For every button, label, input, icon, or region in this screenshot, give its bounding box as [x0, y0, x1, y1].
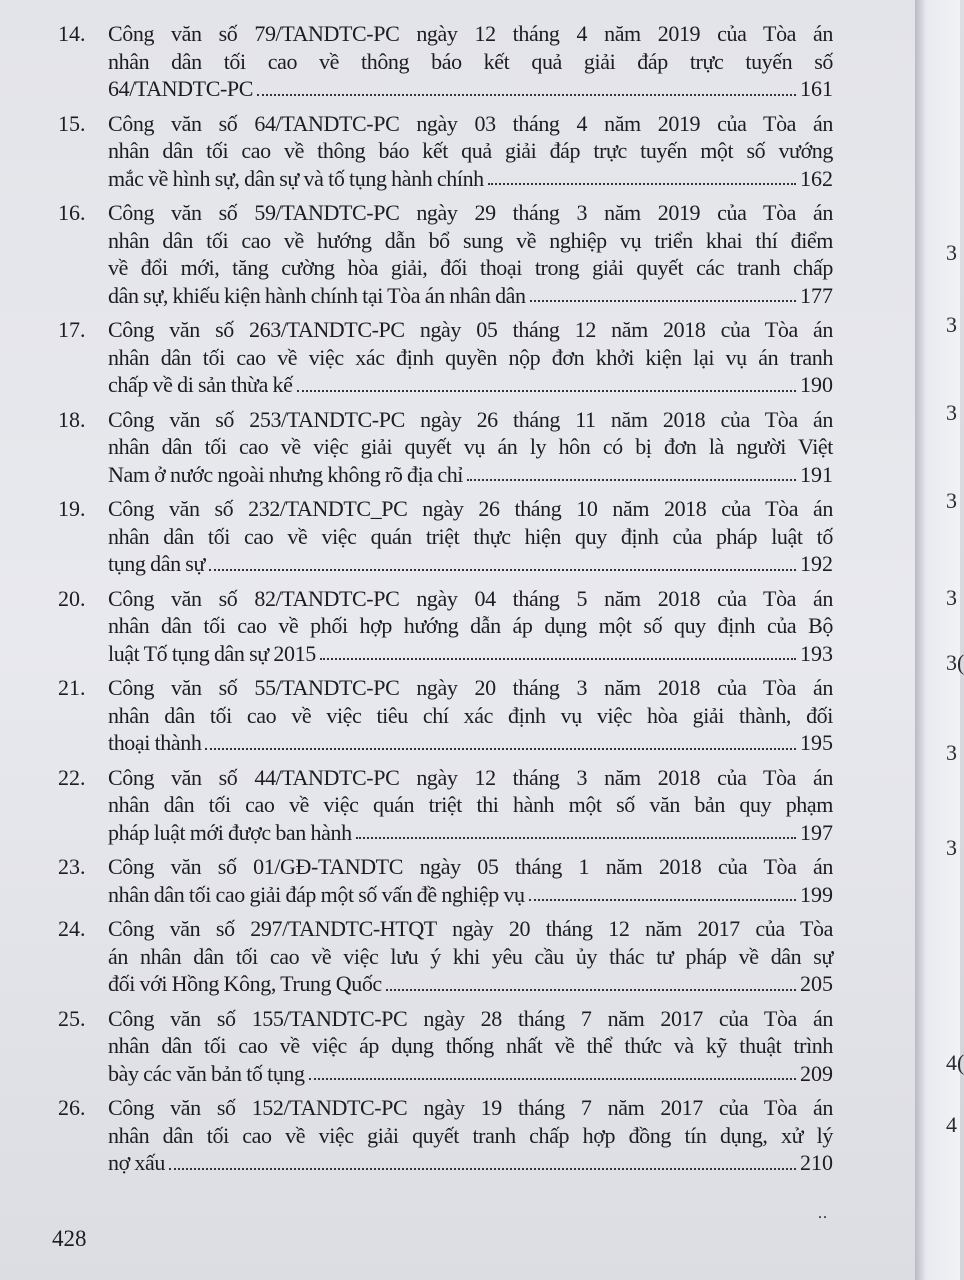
- entry-page-number: 190: [800, 372, 833, 397]
- entry-title-line: thoại thành: [108, 730, 202, 755]
- entry-last-line: [108, 461, 833, 489]
- entry-last-line: [108, 970, 833, 998]
- entry-body: [108, 1094, 833, 1177]
- entry-last-line: [108, 165, 833, 193]
- entry-number: 22.: [58, 764, 86, 790]
- entry-number: 15.: [58, 110, 86, 136]
- entry-last-line: [108, 550, 833, 578]
- dot-leader: [257, 94, 796, 96]
- entry-page-number: 177: [800, 282, 833, 308]
- adjacent-page-fragment: 4: [946, 1112, 957, 1137]
- entry-title-line: luật Tố tụng dân sự 2015: [108, 640, 316, 666]
- entry-body: [108, 1005, 833, 1088]
- entry-last-line: [108, 1060, 833, 1088]
- toc-entry: [58, 110, 833, 193]
- entry-title-line: bày các văn bản tố tụng: [108, 1060, 305, 1086]
- entry-title-line: nhân dân tối cao về phối hợp hướng dẫn áp dụng một số quy định của Bộ: [108, 613, 833, 638]
- entry-last-line: [108, 819, 833, 847]
- entry-body: [108, 495, 833, 578]
- entry-title-line: nhân dân tối cao về việc giải quyết vụ án ly hôn có bị đơn là người Việt: [108, 434, 833, 459]
- entry-page-number: 197: [800, 819, 833, 845]
- entry-title-line: nhân dân tối cao về thông báo kết quả giải đáp trực tuyến một số vướng: [108, 138, 833, 163]
- toc-entry: [58, 853, 833, 908]
- toc-entry: [58, 1094, 833, 1177]
- adjacent-page-fragment: 3: [946, 240, 957, 265]
- entry-title-line: Công văn số 79/TANDTC-PC ngày 12 tháng 4 năm 2019 của Tòa án: [108, 21, 833, 46]
- dot-leader: [386, 989, 796, 991]
- adjacent-page-fragment: 3: [946, 585, 957, 610]
- entry-number: 24.: [58, 916, 86, 941]
- adjacent-page-fragment: 3: [946, 835, 957, 860]
- entry-page-number: 199: [800, 881, 833, 907]
- toc-entry: [58, 674, 833, 757]
- entry-number: 20.: [58, 585, 86, 611]
- entry-title-line: Công văn số 44/TANDTC-PC ngày 12 tháng 3 năm 2018 của Tòa án: [108, 764, 833, 790]
- entry-title-line: Công văn số 64/TANDTC-PC ngày 03 tháng 4 năm 2019 của Tòa án: [108, 110, 833, 136]
- dot-leader: [209, 569, 796, 571]
- entry-title-line: Nam ở nước ngoài nhưng không rõ địa chỉ: [108, 461, 464, 487]
- entry-title-line: Công văn số 253/TANDTC-PC ngày 26 tháng 11 năm 2018 của Tòa án: [108, 406, 833, 432]
- dot-leader: [467, 479, 796, 481]
- entry-number: 26.: [58, 1095, 86, 1120]
- dot-leader: [169, 1168, 796, 1170]
- toc-entry: [58, 495, 833, 578]
- adjacent-page-edge: [915, 0, 960, 1280]
- toc-entry: [58, 915, 833, 998]
- entry-title-line: chấp về di sản thừa kế: [108, 372, 293, 397]
- toc-entry: [58, 20, 833, 103]
- entry-last-line: [108, 1149, 833, 1177]
- entry-title-line: Công văn số 232/TANDTC_PC ngày 26 tháng 10 năm 2018 của Tòa án: [108, 496, 833, 521]
- entry-number: 16.: [58, 200, 86, 225]
- entry-body: [108, 674, 833, 757]
- entry-last-line: [108, 282, 833, 310]
- entry-title-line: nhân dân tối cao về việc tiêu chí xác định vụ việc hòa giải thành, đối: [108, 702, 833, 728]
- entry-number: 21.: [58, 675, 86, 700]
- entry-title-line: nhân dân tối cao về thông báo kết quả giải đáp trực tuyến số: [108, 48, 833, 74]
- entry-page-number: 210: [800, 1150, 833, 1175]
- entry-page-number: 192: [800, 551, 833, 576]
- toc-entry: [58, 1005, 833, 1088]
- toc-entry: [58, 764, 833, 847]
- entry-page-number: 205: [800, 971, 833, 996]
- dot-leader: [488, 183, 796, 185]
- entry-number: 25.: [58, 1005, 86, 1031]
- entry-page-number: 209: [800, 1060, 833, 1086]
- entry-title-line: Công văn số 82/TANDTC-PC ngày 04 tháng 5 năm 2018 của Tòa án: [108, 585, 833, 611]
- entry-page-number: 193: [800, 640, 833, 666]
- entry-title-line: 64/TANDTC-PC: [108, 76, 253, 101]
- dot-leader: [529, 899, 796, 901]
- entry-title-line: Công văn số 01/GĐ-TANDTC ngày 05 tháng 1 năm 2018 của Tòa án: [108, 854, 833, 879]
- dot-leader: [530, 300, 796, 302]
- adjacent-page-fragment: 3(: [946, 650, 964, 675]
- entry-body: [108, 316, 833, 399]
- entry-body: [108, 585, 833, 668]
- stray-mark: ..: [818, 1204, 828, 1222]
- dot-leader: [205, 748, 796, 750]
- entry-title-line: Công văn số 297/TANDTC-HTQT ngày 20 tháng 12 năm 2017 của Tòa: [108, 916, 833, 941]
- adjacent-page-fragment: 3: [946, 312, 957, 337]
- entry-title-line: nhân dân tối cao về việc quán triệt thi hành một số văn bản quy phạm: [108, 792, 833, 817]
- entry-body: [108, 764, 833, 847]
- entry-title-line: mắc về hình sự, dân sự và tố tụng hành chính: [108, 165, 484, 191]
- entry-body: [108, 406, 833, 489]
- entry-title-line: Công văn số 55/TANDTC-PC ngày 20 tháng 3 năm 2018 của Tòa án: [108, 675, 833, 700]
- entry-body: [108, 20, 833, 103]
- dot-leader: [356, 837, 796, 839]
- entry-title-line: Công văn số 59/TANDTC-PC ngày 29 tháng 3 năm 2019 của Tòa án: [108, 200, 833, 225]
- entry-title-line: nhân dân tối cao về hướng dẫn bổ sung về nghiệp vụ triển khai thí điểm: [108, 227, 833, 253]
- entry-page-number: 195: [800, 730, 833, 755]
- entry-page-number: 162: [800, 165, 833, 191]
- entry-title-line: nhân dân tối cao về việc áp dụng thống nhất về thể thức và kỹ thuật trình: [108, 1033, 833, 1058]
- entry-title-line: nợ xấu: [108, 1150, 165, 1175]
- entry-last-line: [108, 75, 833, 103]
- entry-title-line: pháp luật mới được ban hành: [108, 819, 352, 845]
- entry-number: 23.: [58, 854, 86, 879]
- entry-number: 17.: [58, 317, 86, 342]
- dot-leader: [320, 658, 796, 660]
- entry-body: [108, 915, 833, 998]
- entry-last-line: [108, 881, 833, 909]
- entry-title-line: nhân dân tối cao về việc xác định quyền nộp đơn khởi kiện lại vụ án tranh: [108, 344, 833, 370]
- dot-leader: [297, 390, 797, 392]
- entry-page-number: 191: [800, 461, 833, 487]
- entry-title-line: nhân dân tối cao về việc quán triệt thực hiện quy định của pháp luật tố: [108, 523, 833, 549]
- adjacent-page-fragment: 4(: [946, 1050, 964, 1075]
- toc-entry: [58, 585, 833, 668]
- toc-entry: [58, 316, 833, 399]
- entry-body: [108, 110, 833, 193]
- entry-number: 18.: [58, 406, 86, 432]
- entry-body: [108, 853, 833, 908]
- toc-entry: [58, 199, 833, 309]
- page-content: [52, 0, 833, 1253]
- entry-title-line: nhân dân tối cao về việc giải quyết tranh chấp hợp đồng tín dụng, xử lý: [108, 1122, 833, 1148]
- entry-title-line: Công văn số 263/TANDTC-PC ngày 05 tháng 12 năm 2018 của Tòa án: [108, 317, 833, 342]
- toc-entry: [58, 406, 833, 489]
- entry-last-line: [108, 729, 833, 757]
- adjacent-page-fragment: 3: [946, 400, 957, 425]
- entry-page-number: 161: [800, 76, 833, 101]
- entry-number: 19.: [58, 496, 86, 521]
- table-of-contents: [58, 20, 833, 1177]
- dot-leader: [309, 1078, 796, 1080]
- entry-title-line: đối với Hồng Kông, Trung Quốc: [108, 971, 382, 996]
- entry-title-line: dân sự, khiếu kiện hành chính tại Tòa án nhân dân: [108, 282, 526, 308]
- entry-number: 14.: [58, 21, 86, 46]
- adjacent-page-fragment: 3: [946, 740, 957, 765]
- entry-title-line: tụng dân sự: [108, 551, 205, 576]
- entry-body: [108, 199, 833, 309]
- entry-title-line: Công văn số 155/TANDTC-PC ngày 28 tháng 7 năm 2017 của Tòa án: [108, 1005, 833, 1031]
- entry-title-line: Công văn số 152/TANDTC-PC ngày 19 tháng 7 năm 2017 của Tòa án: [108, 1095, 833, 1120]
- entry-last-line: [108, 371, 833, 399]
- entry-title-line: về đổi mới, tăng cường hòa giải, đối thoại trong giải quyết các tranh chấp: [108, 255, 833, 280]
- adjacent-page-fragment: 3: [946, 488, 957, 513]
- entry-last-line: [108, 640, 833, 668]
- entry-title-line: án nhân dân tối cao về việc lưu ý khi yêu cầu ủy thác tư pháp về dân sự: [108, 943, 833, 969]
- page-number: 428: [52, 1225, 87, 1251]
- entry-title-line: nhân dân tối cao giải đáp một số vấn đề nghiệp vụ: [108, 881, 525, 907]
